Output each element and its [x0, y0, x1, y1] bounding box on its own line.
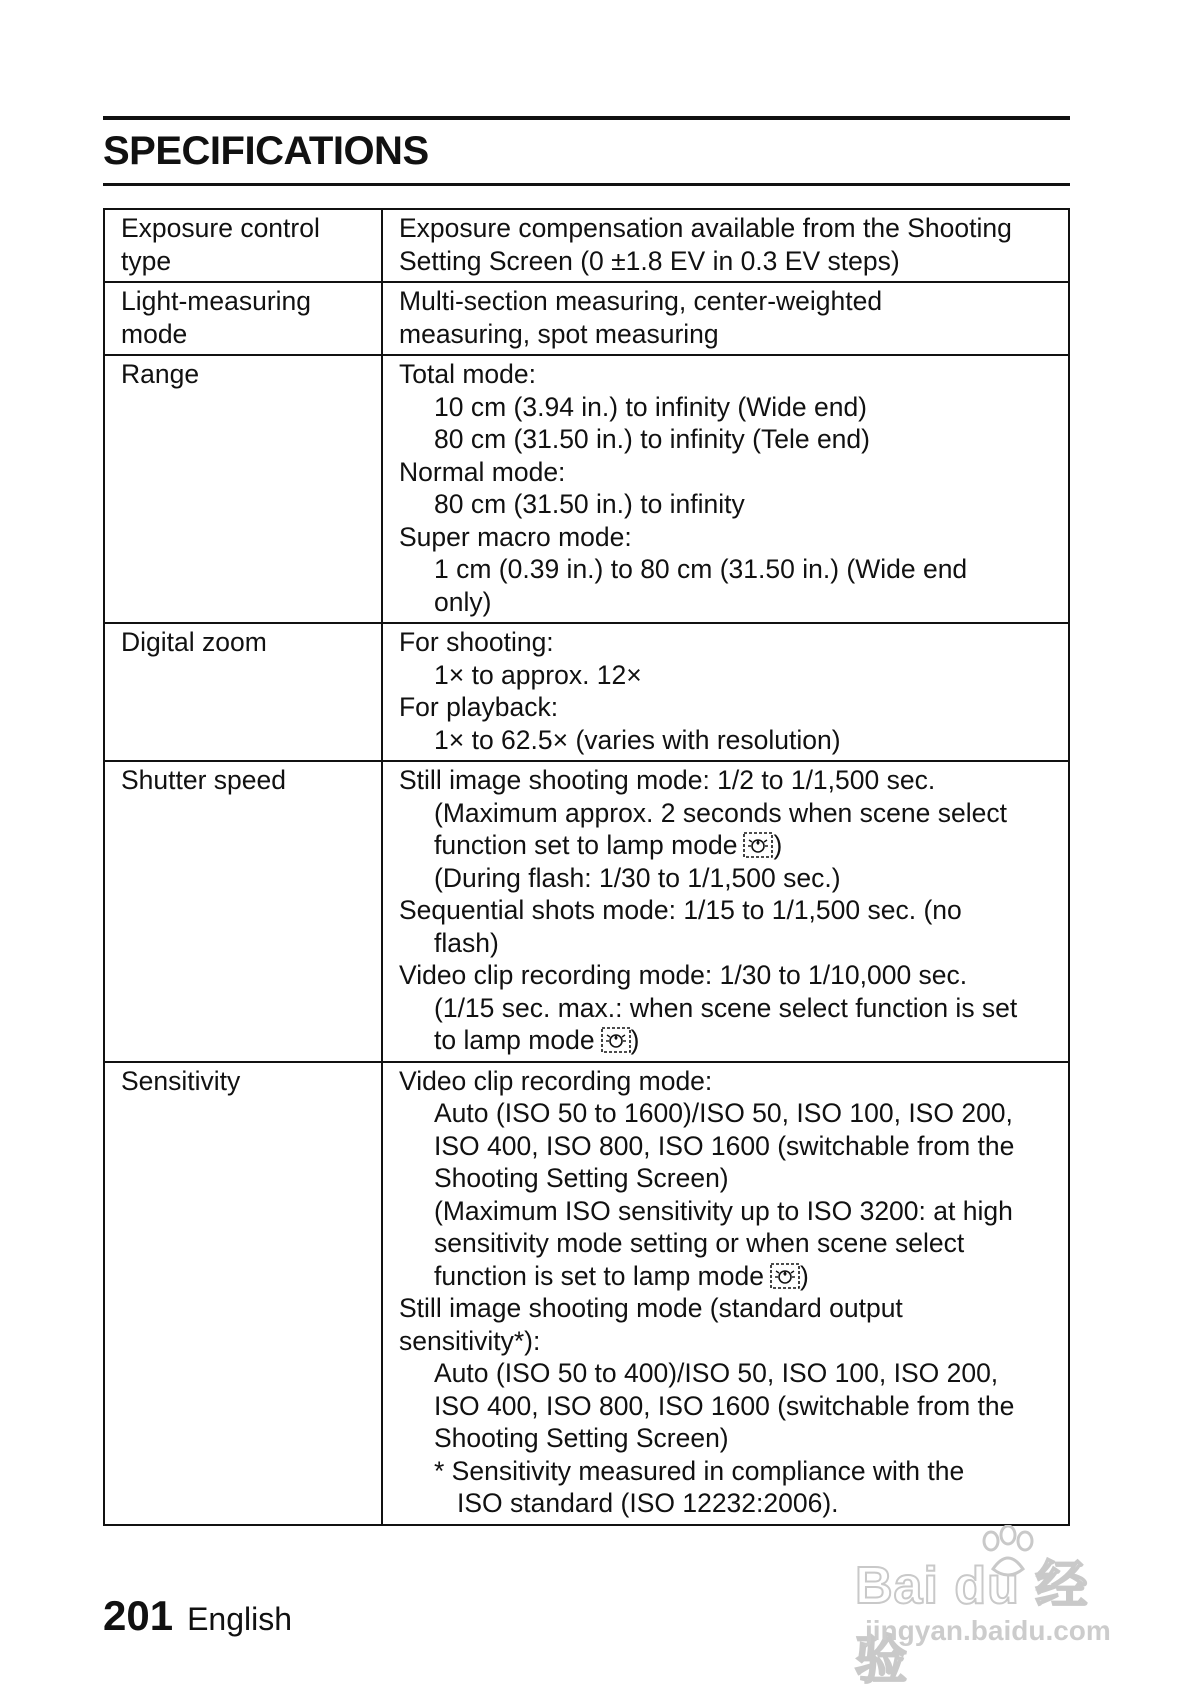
spec-label-line: Light-measuring: [121, 286, 312, 316]
spec-value-line: [399, 1325, 1056, 1358]
spec-label: [104, 623, 382, 761]
spec-value-line: [399, 1227, 1056, 1260]
spec-value-line: [399, 212, 1056, 245]
spec-value-text: Total mode:: [399, 359, 536, 389]
spec-value-line: [399, 797, 1056, 830]
spec-label-line: Shutter speed: [121, 765, 287, 795]
spec-value-line: [399, 456, 1056, 489]
page-number: 201: [103, 1592, 174, 1639]
spec-value: [382, 623, 1069, 761]
spec-value-line: [399, 1195, 1056, 1228]
watermark-brand: Bai du 经验: [855, 1557, 1089, 1690]
spec-value-text: Sequential shots mode: 1/15 to 1/1,500 sec. (no: [399, 895, 962, 925]
spec-value-text: 80 cm (31.50 in.) to infinity (Tele end): [434, 424, 870, 454]
spec-value-line: [399, 1162, 1056, 1195]
header-rule-top: [103, 116, 1070, 120]
spec-value-line: [399, 1065, 1056, 1098]
spec-value-line: [399, 391, 1056, 424]
spec-value-text: For playback:: [399, 692, 559, 722]
spec-value-line: [399, 829, 1056, 862]
spec-value: [382, 209, 1069, 282]
spec-value-text: to lamp mode: [434, 1025, 595, 1055]
lamp-mode-icon: [770, 1263, 800, 1289]
spec-value-text: flash): [434, 927, 499, 958]
spec-value-text: Shooting Setting Screen): [434, 1163, 729, 1193]
lamp-mode-icon: [743, 832, 773, 858]
spec-value-line: [399, 1390, 1056, 1423]
spec-label-line: Exposure control: [121, 213, 320, 243]
spec-value-line: [399, 1422, 1056, 1455]
spec-value-text: 10 cm (3.94 in.) to infinity (Wide end): [434, 391, 868, 422]
spec-value-suffix: ): [630, 1025, 640, 1055]
spec-value-text: function is set to lamp mode: [434, 1260, 764, 1291]
watermark-url: jingyan.baidu.com: [865, 1615, 1111, 1646]
spec-row: [104, 761, 1069, 1062]
spec-value-text: ISO 400, ISO 800, ISO 1600 (switchable from the: [434, 1130, 1015, 1161]
spec-value-line: [399, 553, 1056, 586]
spec-value-line: [399, 959, 1056, 992]
spec-value-line: [399, 285, 1056, 318]
spec-value-text: ISO standard (ISO 12232:2006).: [457, 1488, 839, 1518]
spec-label-line: Range: [121, 359, 200, 389]
spec-value-line: [399, 724, 1056, 757]
spec-value-text: Shooting Setting Screen): [434, 1423, 729, 1453]
spec-value-line: [399, 1455, 1056, 1488]
spec-label-line: Digital zoom: [121, 627, 267, 657]
specifications-table: [103, 208, 1070, 1526]
spec-label-line: mode: [121, 318, 188, 349]
spec-value-text: (During flash: 1/30 to 1/1,500 sec.): [434, 862, 841, 893]
spec-value-line: [399, 862, 1056, 895]
spec-value: [382, 355, 1069, 623]
spec-value: [382, 761, 1069, 1062]
spec-value-line: [399, 1357, 1056, 1390]
spec-label: [104, 282, 382, 355]
spec-value-text: (Maximum ISO sensitivity up to ISO 3200: at high: [434, 1195, 1013, 1226]
spec-value: [382, 1062, 1069, 1525]
spec-label: [104, 355, 382, 623]
spec-value-line: [399, 318, 1056, 351]
spec-value-line: [399, 488, 1056, 521]
spec-value-line: [399, 1292, 1056, 1325]
spec-value-line: [399, 927, 1056, 960]
spec-value-text: sensitivity*):: [399, 1325, 541, 1356]
spec-value-text: measuring, spot measuring: [399, 318, 719, 349]
spec-row: [104, 282, 1069, 355]
spec-value-text: Video clip recording mode: 1/30 to 1/10,000 sec.: [399, 960, 968, 990]
spec-value-line: [399, 894, 1056, 927]
spec-value-line: [399, 423, 1056, 456]
spec-label-line: Sensitivity: [121, 1065, 241, 1096]
page-footer: [103, 1592, 293, 1639]
spec-value-text: Super macro mode:: [399, 521, 632, 552]
spec-value-line: [399, 358, 1056, 391]
spec-value-text: ISO 400, ISO 800, ISO 1600 (switchable from the: [434, 1390, 1015, 1421]
spec-value-text: Auto (ISO 50 to 1600)/ISO 50, ISO 100, ISO 200,: [434, 1098, 1013, 1128]
spec-value-line: [399, 1024, 1056, 1057]
spec-value-line: [399, 691, 1056, 724]
spec-value-line: [399, 659, 1056, 692]
spec-value-text: sensitivity mode setting or when scene select: [434, 1228, 965, 1258]
spec-value-line: [399, 1260, 1056, 1293]
spec-value-suffix: ): [799, 1260, 809, 1291]
spec-value-line: [399, 1130, 1056, 1163]
spec-value-text: For shooting:: [399, 627, 554, 657]
spec-value-text: * Sensitivity measured in compliance with the: [434, 1455, 965, 1486]
spec-value-line: [399, 764, 1056, 797]
spec-row: [104, 623, 1069, 761]
spec-value-text: Still image shooting mode: 1/2 to 1/1,500 sec.: [399, 765, 936, 795]
spec-label: [104, 761, 382, 1062]
spec-value-text: function set to lamp mode: [434, 830, 738, 860]
header-rule-bottom: [103, 183, 1070, 186]
spec-value-text: Still image shooting mode (standard output: [399, 1293, 903, 1323]
spec-value-text: Setting Screen (0 ±1.8 EV in 0.3 EV steps): [399, 245, 900, 276]
spec-value-text: only): [434, 586, 492, 617]
spec-value-line: [399, 626, 1056, 659]
spec-value-text: Exposure compensation available from the Shooting: [399, 213, 1012, 243]
spec-value-text: Normal mode:: [399, 456, 566, 487]
spec-value-text: 1× to approx. 12×: [434, 659, 642, 690]
spec-row: [104, 209, 1069, 282]
spec-value-text: (Maximum approx. 2 seconds when scene select: [434, 797, 1007, 828]
spec-value-suffix: ): [773, 830, 783, 860]
spec-value-text: (1/15 sec. max.: when scene select function is set: [434, 992, 1018, 1023]
spec-row: [104, 1062, 1069, 1525]
spec-value-line: [399, 521, 1056, 554]
spec-value-text: 1 cm (0.39 in.) to 80 cm (31.50 in.) (Wide end: [434, 554, 968, 584]
spec-label: [104, 209, 382, 282]
spec-value-line: [399, 586, 1056, 619]
baidu-watermark: [855, 1525, 1135, 1690]
page-language: English: [187, 1601, 293, 1637]
spec-value: [382, 282, 1069, 355]
page-title: SPECIFICATIONS: [103, 129, 429, 173]
spec-value-text: Auto (ISO 50 to 400)/ISO 50, ISO 100, ISO 200,: [434, 1358, 999, 1388]
spec-value-line: [399, 992, 1056, 1025]
spec-value-text: 1× to 62.5× (varies with resolution): [434, 724, 841, 755]
spec-value-line: [399, 1487, 1056, 1520]
spec-value-text: Multi-section measuring, center-weighted: [399, 286, 883, 316]
spec-value-text: Video clip recording mode:: [399, 1065, 713, 1096]
paw-print-icon: [973, 1525, 1043, 1585]
spec-value-text: 80 cm (31.50 in.) to infinity: [434, 489, 745, 519]
spec-label-line: type: [121, 245, 172, 276]
spec-row: [104, 355, 1069, 623]
spec-value-line: [399, 1097, 1056, 1130]
spec-label: [104, 1062, 382, 1525]
spec-value-line: [399, 245, 1056, 278]
lamp-mode-icon: [601, 1027, 631, 1053]
